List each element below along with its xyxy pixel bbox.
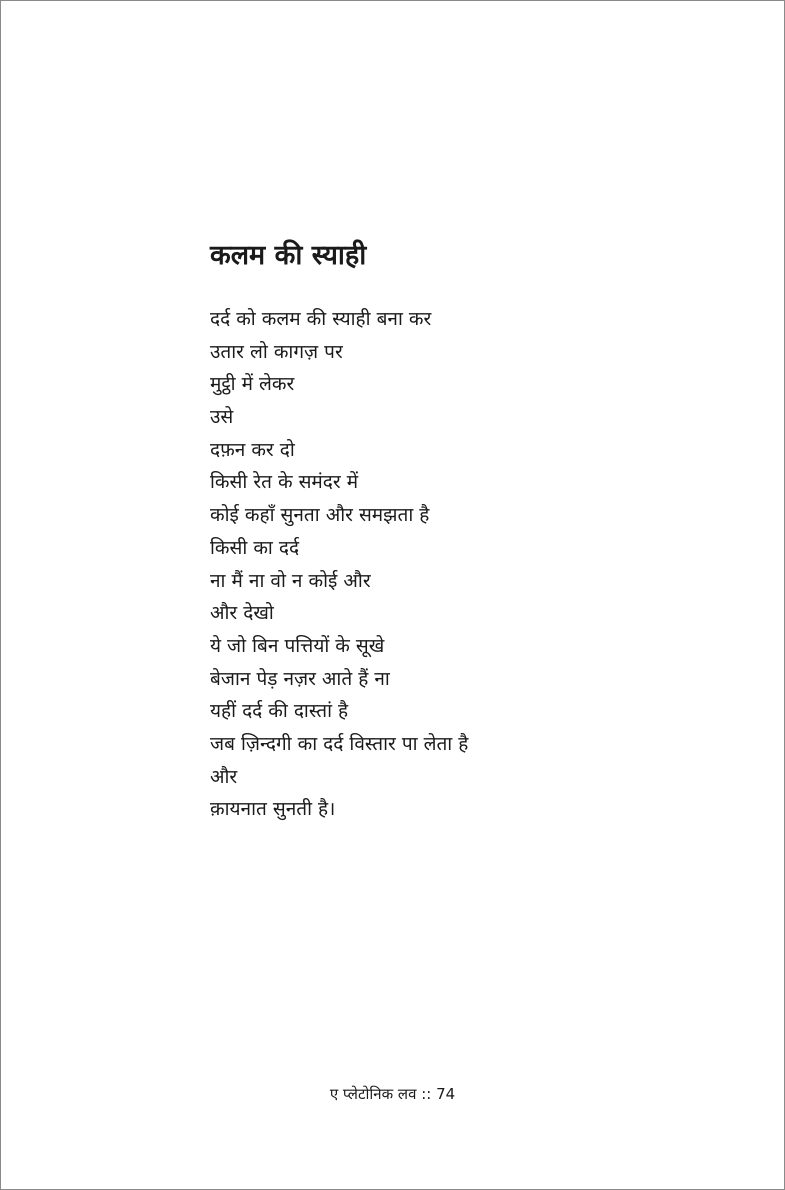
page-footer [0,1082,785,1106]
poem-line: दफ़न कर दो [210,438,295,461]
poem-line: किसी रेत के समंदर में [210,471,359,494]
poem-line: कोई कहाँ सुनता और समझता है [210,504,430,527]
page-number: 74 [436,1085,456,1103]
footer-book-title: ए प्लेटोनिक लव [329,1085,417,1103]
poem-line: उसे [210,406,234,429]
poem-line: ना मैं ना वो न कोई और [210,569,371,592]
poem-line: ये जो बिन पत्तियों के सूखे [210,634,385,657]
poem-line: किसी का दर्द [210,536,300,559]
poem-line: यहीं दर्द की दास्तां है [210,700,349,723]
poem-line: दर्द को कलम की स्याही बना कर [210,308,432,330]
poem-line: मुट्ठी में लेकर [210,373,295,396]
poem-line: बेजान पेड़ नज़र आते हैं ना [210,667,390,690]
poem-line: और देखो [210,602,274,625]
poem-title: कलम की स्याही [210,240,367,271]
poem-line: जब ज़िन्दगी का दर्द विस्तार पा लेता है [210,732,469,755]
poem-line: क़ायनात सुनती है। [210,798,336,821]
footer-separator: :: [421,1085,432,1103]
poem-line: उतार लो कागज़ पर [210,340,343,363]
poem-body [210,303,468,826]
poem-line: और [210,765,238,788]
